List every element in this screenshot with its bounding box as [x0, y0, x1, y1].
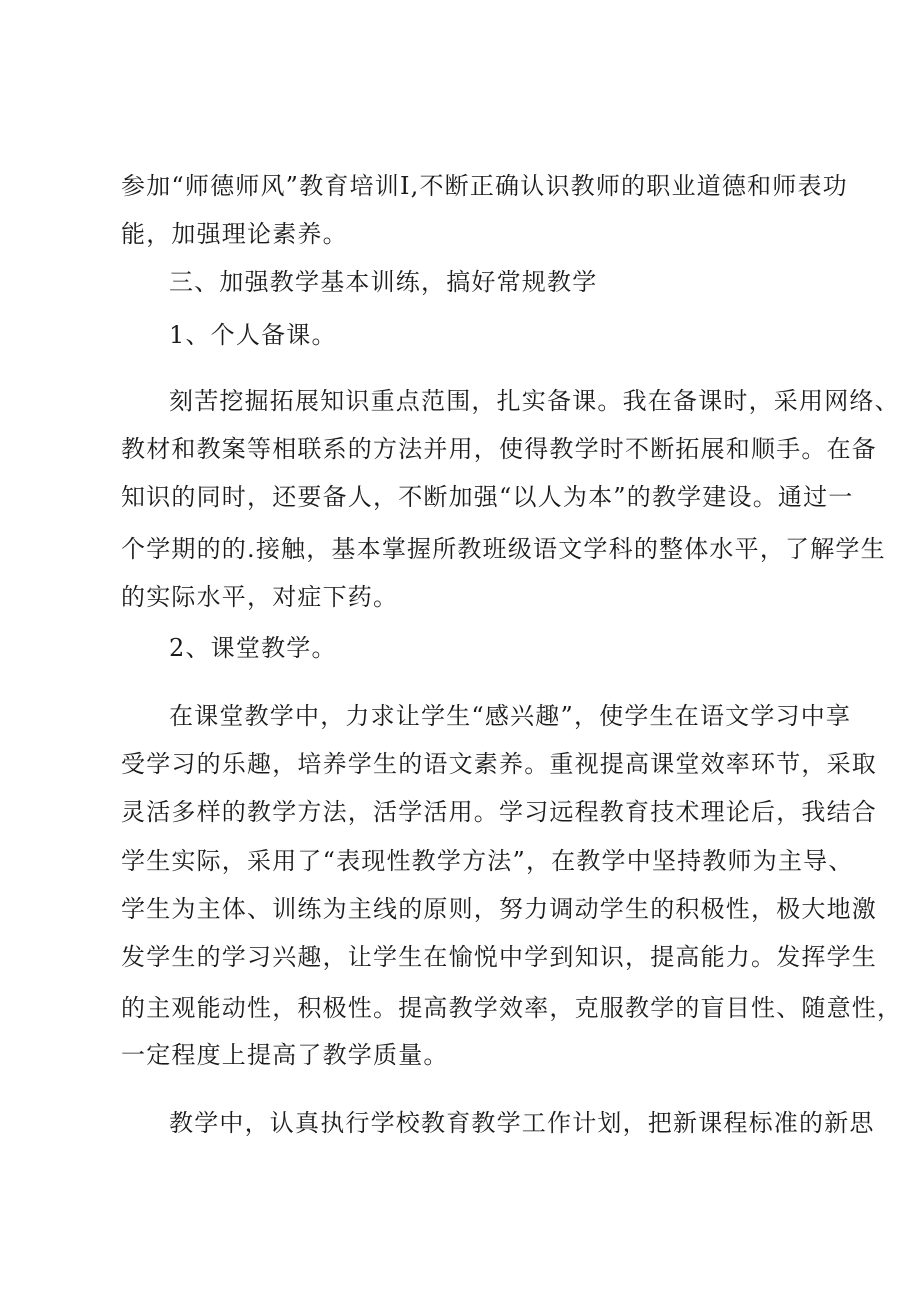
- text-line: 在课堂教学中，力求让学生“感兴趣”，使学生在语文学习中享: [169, 702, 852, 730]
- text-line: 能，加强理论素养。: [121, 220, 348, 248]
- text-line: 参加“师德师风”教育培训I,不断正确认识教师的职业道德和师表功: [121, 172, 848, 200]
- text-line: 灵活多样的教学方法，活学活用。学习远程教育技术理论后，我结合: [121, 798, 877, 826]
- section-heading: 三、加强教学基本训练，搞好常规教学: [169, 268, 598, 296]
- text-line: 知识的同时，还要备人，不断加强“以人为本”的教学建设。通过一: [121, 483, 854, 511]
- subsection-heading: 2、课堂教学。: [169, 634, 337, 662]
- text-line: 个学期的的.接触，基本掌握所教班级语文学科的整体水平，了解学生: [121, 535, 886, 563]
- text-line: 刻苦挖掘拓展知识重点范围，扎实备课。我在备课时，采用网络、: [169, 387, 900, 415]
- text-line: 学生为主体、训练为主线的原则，努力调动学生的积极性，极大地激: [121, 895, 877, 923]
- text-line: 受学习的乐趣，培养学生的语文素养。重视提高课堂效率环节，采取: [121, 750, 877, 778]
- text-line: 一定程度上提高了教学质量。: [121, 1041, 449, 1069]
- text-line: 教材和教案等相联系的方法并用，使得教学时不断拓展和顺手。在备: [121, 435, 877, 463]
- subsection-heading: 1、个人备课。: [169, 321, 337, 349]
- text-line: 的主观能动性，积极性。提高教学效率，克服教学的盲目性、随意性，: [121, 994, 903, 1022]
- text-line: 的实际水平，对症下药。: [121, 583, 399, 611]
- text-line: 学生实际，采用了“表现性教学方法”，在教学中坚持教师为主导、: [121, 847, 854, 875]
- text-line: 教学中，认真执行学校教育教学工作计划，把新课程标准的新思: [169, 1109, 875, 1137]
- text-line: 发学生的学习兴趣，让学生在愉悦中学到知识，提高能力。发挥学生: [121, 943, 877, 971]
